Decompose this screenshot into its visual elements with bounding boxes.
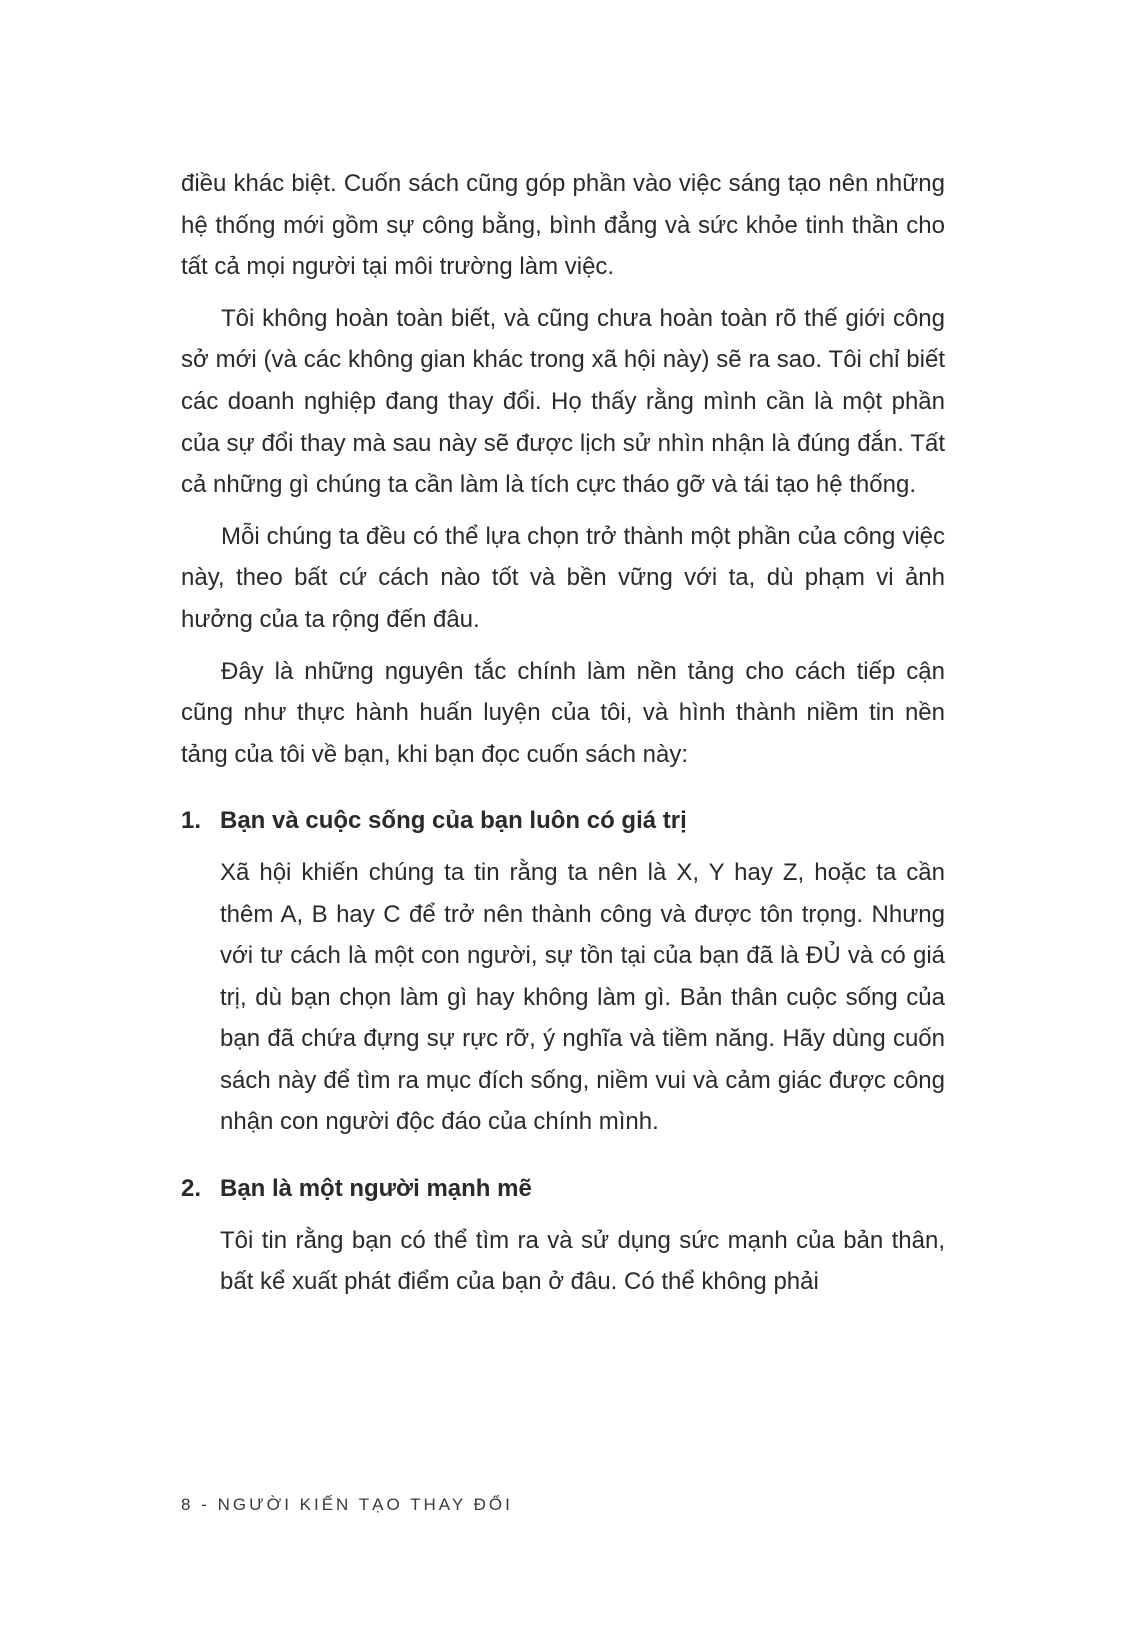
paragraph: Đây là những nguyên tắc chính làm nền tảng cho cách tiếp cận cũng như thực hành huấn luyện của tôi, và hình thành niềm tin nền tảng của tôi về bạn, khi bạn đọc cuốn sách này: (181, 657, 945, 768)
principle-title: Bạn là một người mạnh mẽ (220, 1175, 532, 1203)
principle-item (181, 1168, 945, 1303)
principle-heading (181, 1168, 945, 1210)
paragraph: Tôi không hoàn toàn biết, và cũng chưa hoàn toàn rõ thế giới công sở mới (và các không gian khác trong xã hội này) sẽ ra sao. Tôi chỉ biết các doanh nghiệp đang thay đổi. Họ thấy rằng mình cần là một phần của sự đổi thay mà sau này sẽ được lịch sử nhìn nhận là đúng đắn. Tất cả những gì chúng ta cần làm là tích cực tháo gỡ và tái tạo hệ thống. (181, 304, 945, 499)
running-title: NGƯỜI KIẾN TẠO THAY ĐỔI (217, 1495, 513, 1514)
page-content (181, 163, 945, 1303)
principle-item (181, 800, 945, 1143)
principle-body: Tôi tin rằng bạn có thể tìm ra và sử dụng sức mạnh của bản thân, bất kể xuất phát điểm của bạn ở đâu. Có thể không phải (220, 1226, 945, 1296)
principle-number: 2. (181, 1175, 202, 1203)
paragraph: điều khác biệt. Cuốn sách cũng góp phần vào việc sáng tạo nên những hệ thống mới gồm sự công bằng, bình đẳng và sức khỏe tinh thần cho tất cả mọi người tại môi trường làm việc. (181, 170, 945, 281)
principle-title: Bạn và cuộc sống của bạn luôn có giá trị (220, 807, 687, 835)
paragraph: Mỗi chúng ta đều có thể lựa chọn trở thành một phần của công việc này, theo bất cứ cách nào tốt và bền vững với ta, dù phạm vi ảnh hưởng của ta rộng đến đâu. (181, 522, 945, 633)
page-number: 8 (181, 1495, 194, 1514)
principle-heading (181, 800, 945, 842)
page-footer (181, 1495, 513, 1515)
principle-body: Xã hội khiến chúng ta tin rằng ta nên là X, Y hay Z, hoặc ta cần thêm A, B hay C để trở nên thành công và được tôn trọng. Nhưng với tư cách là một con người, sự tồn tại của bạn đã là ĐỦ và có giá trị, dù bạn chọn làm gì hay không làm gì. Bản thân cuộc sống của bạn đã chứa đựng sự rực rỡ, ý nghĩa và tiềm năng. Hãy dùng cuốn sách này để tìm ra mục đích sống, niềm vui và cảm giác được công nhận con người độc đáo của chính mình. (220, 858, 945, 1136)
principle-number: 1. (181, 807, 202, 835)
footer-separator: - (201, 1495, 210, 1514)
